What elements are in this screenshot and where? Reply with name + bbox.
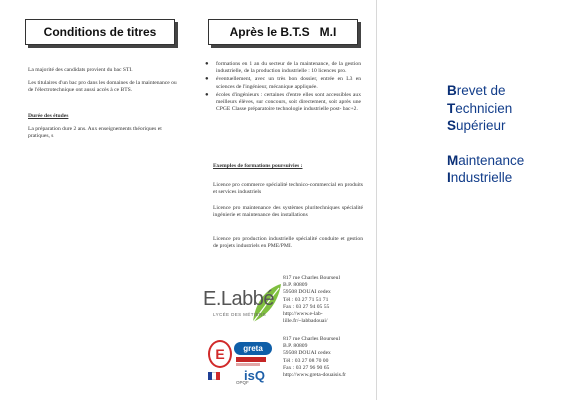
labbe-logo-text: E.Labbé — [203, 288, 275, 310]
title-line-brevet: Brevet de — [447, 83, 506, 98]
paragraph-majority: La majorité des candidats provient du bac STI. — [28, 67, 133, 73]
bullet-icon: ● — [205, 76, 209, 83]
paragraph-bac-pro: Les titulaires d'un bac pro dans les domaines de la maintenance ou de l'électrotechnique ont aussi accès à ce BTS. — [28, 80, 177, 94]
title-line-superieur: Supérieur — [447, 118, 506, 134]
labbe-logo-subtitle: LYCÉE DES MÉTIERS — [213, 312, 266, 317]
greta-e-icon: E — [208, 340, 232, 368]
title-spacer — [447, 135, 557, 152]
address-line: 817 rue Charles Bourseul — [283, 336, 341, 342]
list-item — [205, 76, 361, 90]
after-bts-title: Après le B.T.S M.I — [229, 25, 337, 39]
address-line: B.P. 80809 — [283, 282, 308, 289]
address-line: 59508 DOUAI cedex — [283, 289, 331, 296]
duration-heading: Durée des études — [28, 113, 69, 119]
after-bts-list — [205, 61, 361, 114]
greta-stripe — [236, 357, 266, 362]
address-line: 817 rue Charles Bourseul — [283, 275, 341, 281]
example-item: Licence pro maintenance des systèmes pluritechniques spécialité ingénierie et maintenance des installations — [213, 205, 363, 219]
address-line: 59508 DOUAI cedex — [283, 350, 331, 357]
example-item: Licence pro production industrielle spécialité conduite et gestion de projets industriels en PME/PMI. — [213, 236, 363, 250]
list-item-text: écoles d'ingénieurs : certaines d'entre elles sont accessibles aux meilleurs élèves, sur concours, soit directement, soit après une CPGE Classe préparatoire technologie industrielle post- bac+2. — [216, 91, 361, 113]
opqf-label: OPQF — [236, 380, 249, 385]
address-website: http://www.e-lab-lille.fr/~labbadouai/ — [283, 311, 328, 325]
middle-panel — [188, 0, 376, 400]
labbe-logo — [203, 282, 291, 330]
address-phone: Tél : 03 27 71 51 71 — [283, 296, 329, 303]
list-item — [205, 61, 361, 75]
greta-badge: greta — [234, 342, 272, 355]
brochure-title — [447, 82, 557, 187]
bullet-icon: ● — [205, 61, 209, 67]
left-panel — [0, 0, 188, 400]
address-phone: Tél : 03 27 08 70 00 — [283, 357, 329, 364]
greta-logo — [208, 340, 282, 388]
title-line-maintenance: Maintenance — [447, 152, 525, 168]
title-line-industrielle: Industrielle — [447, 170, 513, 186]
paragraph-duration: La préparation dure 2 ans. Aux enseignements théoriques et pratiques, s — [28, 126, 162, 140]
bullet-icon: ● — [205, 91, 209, 98]
address-fax: Fax : 03 27 96 90 65 — [283, 364, 330, 371]
conditions-title: Conditions de titres — [43, 25, 157, 39]
address-fax: Fax : 03 27 94 05 55 — [283, 303, 330, 310]
conditions-title-box — [25, 19, 175, 45]
address-website: http://www.greta-douaisis.fr — [283, 372, 347, 379]
after-bts-title-box — [208, 19, 358, 45]
example-item: Licence pro commerce spécialité technico-commercial en produits et services industriels — [213, 182, 363, 196]
isq-logo: isQ — [244, 368, 265, 383]
cover-panel — [376, 0, 566, 400]
greta-stripe-light — [236, 363, 260, 366]
examples-heading: Exemples de formations poursuivies : — [213, 163, 303, 169]
french-flag-icon — [208, 372, 220, 380]
greta-address — [283, 336, 363, 379]
list-item-text: éventuellement, avec un très bon dossier, entrée en L3 en sciences de l'ingénieur, mécanique appliquée. — [216, 76, 361, 90]
school-address — [283, 275, 363, 325]
list-item — [205, 92, 361, 114]
title-line-technicien: Technicien — [447, 100, 513, 116]
address-line: B.P. 80809 — [283, 343, 308, 350]
list-item-text: formations en 1 an du secteur de la maintenance, de la gestion industrielle, de la production industrielle : 10 licences pro. — [216, 61, 361, 75]
